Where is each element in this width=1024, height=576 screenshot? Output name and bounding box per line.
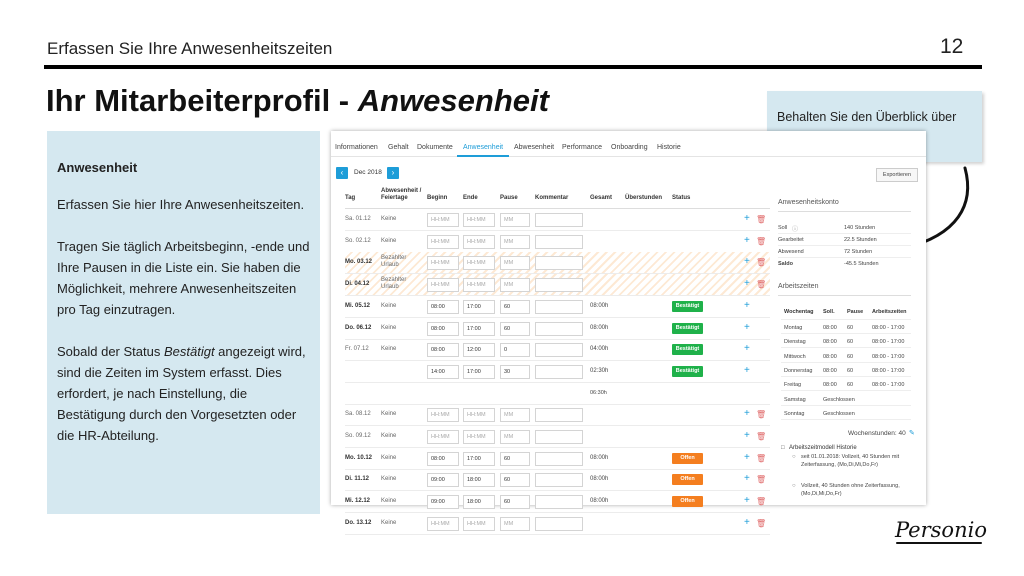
column-header-beginn: Beginn — [427, 195, 448, 201]
worktimes-weekday: Freitag — [784, 382, 802, 389]
begin-time-input[interactable]: HH:MM — [427, 235, 459, 249]
begin-time-input[interactable]: HH:MM — [427, 256, 459, 270]
account-value: 22.5 Stunden — [844, 237, 877, 243]
column-header-tag: Tag — [345, 195, 356, 201]
worktimes-row — [781, 349, 911, 363]
account-row — [778, 222, 911, 234]
worktimes-divider — [778, 295, 911, 296]
row-day: Sa. 08.12 — [345, 411, 371, 418]
plus-icon[interactable]: + — [744, 321, 750, 333]
status-badge: Bestätigt — [672, 366, 703, 377]
worktimes-weekday: Sonntag — [784, 410, 805, 417]
tab-onboarding[interactable]: Onboarding — [611, 144, 648, 151]
month-label: Dec 2018 — [354, 169, 382, 176]
weekly-hours: Wochenstunden: 40 — [848, 430, 906, 437]
history-icon: □ — [781, 445, 785, 451]
slide-page-number: 12 — [940, 35, 964, 58]
account-divider — [778, 211, 911, 212]
end-time-input[interactable]: 17:00 — [463, 322, 495, 336]
worktimes-target: Geschlossen — [823, 396, 855, 403]
comment-input[interactable] — [535, 473, 583, 487]
active-tab-indicator — [457, 155, 509, 157]
begin-time-input[interactable]: 08:00 — [427, 300, 459, 314]
export-button[interactable]: Exportieren — [876, 168, 918, 182]
comment-input[interactable] — [535, 213, 583, 227]
account-label: Abwesend — [778, 249, 804, 255]
pause-input[interactable]: 60 — [500, 300, 530, 314]
worktimes-hours: 08:00 - 17:00 — [872, 325, 905, 331]
pause-input[interactable]: 60 — [500, 495, 530, 509]
account-title: Anwesenheitskonto — [778, 199, 839, 206]
slide-title — [46, 83, 549, 119]
comment-input[interactable] — [535, 430, 583, 444]
trash-icon[interactable]: 🗑 — [756, 518, 767, 528]
account-row — [778, 246, 911, 258]
comment-input[interactable] — [535, 278, 583, 292]
day-total: 06:30h — [590, 389, 607, 396]
pause-input[interactable]: 60 — [500, 322, 530, 336]
info-icon: ⓘ — [792, 227, 799, 233]
row-day: Do. 06.12 — [345, 324, 372, 331]
row-absence-type: Keine — [381, 237, 397, 244]
row-total: 08:00h — [590, 324, 609, 331]
row-absence-type: Keine — [381, 411, 397, 418]
end-time-input[interactable]: HH:MM — [463, 213, 495, 227]
worktimes-row — [781, 334, 911, 348]
attendance-row — [345, 231, 770, 253]
tab-dokumente[interactable]: Dokumente — [417, 144, 453, 151]
slide-title-main: Ihr Mitarbeiterprofil - — [46, 83, 358, 118]
column-header-status: Status — [672, 195, 691, 201]
status-badge: Offen — [672, 474, 703, 485]
worktimes-hours: 08:00 - 17:00 — [872, 353, 905, 360]
worktimes-pause: 60 — [847, 325, 854, 331]
end-time-input[interactable]: 17:00 — [463, 365, 495, 379]
row-total: 08:00h — [590, 498, 609, 505]
pause-input[interactable]: 60 — [500, 452, 530, 466]
begin-time-input[interactable]: 08:00 — [427, 452, 459, 466]
attendance-row — [345, 252, 770, 274]
row-total: 02:30h — [590, 367, 609, 374]
attendance-row — [345, 209, 770, 231]
tab-historie[interactable]: Historie — [657, 144, 681, 151]
trash-icon[interactable]: 🗑 — [756, 236, 767, 246]
worktimes-title: Arbeitszeiten — [778, 283, 819, 290]
worktimes-target: 08:00 — [823, 325, 837, 331]
worktimes-target: 08:00 — [823, 367, 837, 374]
comment-input[interactable] — [535, 235, 583, 249]
row-day: So. 02.12 — [345, 237, 371, 244]
row-absence-type: Keine — [381, 216, 397, 222]
attendance-table-header — [345, 187, 770, 209]
tab-informationen[interactable]: Informationen — [335, 144, 378, 151]
row-absence-type: Keine — [381, 346, 397, 353]
history-item: Vollzeit, 40 Stunden ohne Zeiterfassung, (Mo,Di,Mi,Do,Fr) — [801, 483, 900, 497]
worktimes-target: Geschlossen — [823, 410, 855, 417]
worktimes-pause: 60 — [847, 339, 854, 346]
begin-time-input[interactable]: HH:MM — [427, 213, 459, 227]
worktimes-hours: 08:00 - 17:00 — [872, 382, 905, 389]
account-value: -45.5 Stunden — [844, 261, 879, 267]
info-box-paragraph-1: Erfassen Sie hier Ihre Anwesenheitszeiten. — [57, 197, 305, 212]
info-box-paragraph-2: Tragen Sie täglich Arbeitsbeginn, -ende und Ihre Pausen in die Liste ein. Sie haben die Möglichkeit, mehrere Anwesenheitszeiten pro Tag einzutragen. — [57, 239, 310, 317]
worktimes-header-row — [781, 303, 911, 320]
worktimes-pause: 60 — [847, 353, 854, 360]
plus-icon[interactable]: + — [744, 343, 750, 355]
row-day: Mi. 12.12 — [345, 498, 371, 505]
callout-box: Behalten Sie den Überblick über — [767, 91, 982, 162]
pause-input[interactable]: MM — [500, 517, 530, 531]
account-label: Gearbeitet — [778, 237, 804, 243]
attendance-row — [345, 296, 770, 318]
begin-time-input[interactable]: HH:MM — [427, 408, 459, 422]
app-screenshot — [331, 131, 926, 528]
row-total: 08:00h — [590, 476, 609, 483]
header-divider — [44, 65, 982, 69]
info-box-p3-after: angezeigt wird, sind die Zeiten im System erfasst. Dies erfordert, je nach Einstellung, die Bestätigung durch den Vorgesetzten oder die HR-Abteilung. — [57, 344, 306, 443]
history-item: seit 01.01.2018: Vollzeit, 40 Stunden mit Zeiterfassung, (Mo,Di,Mi,Do,Fr) — [801, 454, 900, 468]
worktimes-row — [781, 363, 911, 377]
status-badge: Bestätigt — [672, 323, 703, 334]
begin-time-input[interactable]: 14:00 — [427, 365, 459, 379]
account-row — [778, 234, 911, 246]
row-absence-type: Keine — [381, 302, 397, 309]
comment-input[interactable] — [535, 322, 583, 336]
end-time-input[interactable]: 17:00 — [463, 300, 495, 314]
column-header-gesamt: Gesamt — [590, 195, 613, 201]
worktimes-weekday: Mittwoch — [784, 353, 806, 360]
row-total: 08:00h — [590, 302, 609, 309]
worktimes-target: 08:00 — [823, 353, 837, 360]
account-row — [778, 258, 911, 270]
status-badge: Offen — [672, 496, 703, 507]
row-day: So. 09.12 — [345, 433, 371, 439]
worktimes-row — [781, 377, 911, 391]
plus-icon[interactable]: + — [744, 256, 750, 268]
trash-icon[interactable]: 🗑 — [756, 453, 767, 463]
worktimes-hours: 08:00 - 17:00 — [872, 339, 905, 346]
plus-icon[interactable]: + — [744, 278, 750, 290]
pause-input[interactable]: 60 — [500, 473, 530, 487]
pencil-icon[interactable]: ✎ — [909, 430, 915, 437]
worktimes-weekday: Donnerstag — [784, 367, 813, 374]
row-day: Mi. 05.12 — [345, 302, 371, 309]
logo-text: Personio — [895, 518, 987, 542]
end-time-input[interactable]: HH:MM — [463, 278, 495, 292]
row-day: Di. 11.12 — [345, 476, 370, 483]
chevron-left-icon[interactable]: ‹ — [336, 167, 348, 179]
worktimes-target: 08:00 — [823, 339, 837, 346]
worktimes-weekday: Dienstag — [784, 339, 806, 346]
trash-icon[interactable]: 🗑 — [756, 410, 767, 420]
attendance-row — [345, 318, 770, 340]
attendance-row — [345, 383, 770, 405]
account-value: 140 Stunden — [844, 225, 876, 231]
chevron-right-icon[interactable]: › — [387, 167, 399, 179]
plus-icon[interactable]: + — [744, 495, 750, 507]
row-absence-type: Keine — [381, 433, 397, 439]
plus-icon[interactable]: + — [744, 408, 750, 420]
attendance-row — [345, 361, 770, 383]
row-day: Do. 13.12 — [345, 519, 372, 526]
worktimes-header-pause: Pause — [847, 309, 864, 315]
plus-icon[interactable]: + — [744, 364, 750, 376]
attendance-row — [345, 404, 770, 426]
row-total: 08:00h — [590, 454, 609, 461]
plus-icon[interactable]: + — [744, 299, 750, 311]
comment-input[interactable] — [535, 452, 583, 466]
row-total: 04:00h — [590, 346, 609, 353]
trash-icon[interactable]: 🗑 — [756, 215, 767, 224]
row-absence-type: Keine — [381, 498, 397, 505]
end-time-input[interactable]: HH:MM — [463, 235, 495, 249]
pause-input[interactable]: MM — [500, 408, 530, 422]
comment-input[interactable] — [535, 517, 583, 531]
history-bullet-icon: ○ — [792, 483, 796, 489]
end-time-input[interactable]: 18:00 — [463, 473, 495, 487]
row-day: Mo. 10.12 — [345, 454, 373, 461]
status-badge: Offen — [672, 453, 703, 464]
row-absence-type: Keine — [381, 476, 397, 483]
account-label: Saldo — [778, 261, 793, 267]
profile-tabs — [331, 131, 926, 157]
info-box-p3-emphasis: Bestätigt — [163, 344, 215, 359]
pause-input[interactable]: MM — [500, 278, 530, 292]
status-badge: Bestätigt — [672, 344, 703, 355]
status-badge: Bestätigt — [672, 301, 703, 312]
row-absence-type: Bezahlter Urlaub — [381, 255, 407, 269]
comment-input[interactable] — [535, 365, 583, 379]
column-header-ueberstunden: Überstunden — [625, 195, 663, 201]
plus-icon[interactable]: + — [744, 430, 750, 441]
pause-input[interactable]: MM — [500, 213, 530, 227]
comment-input[interactable] — [535, 343, 583, 357]
begin-time-input[interactable]: HH:MM — [427, 430, 459, 444]
personio-logo — [893, 513, 985, 549]
tab-abwesenheit[interactable]: Abwesenheit — [514, 144, 555, 151]
attendance-row — [345, 426, 770, 448]
slide-title-emphasis: Anwesenheit — [357, 83, 549, 118]
row-day: Fr. 07.12 — [345, 346, 369, 353]
attendance-row — [345, 491, 770, 513]
row-absence-type: Keine — [381, 324, 397, 331]
begin-time-input[interactable]: 08:00 — [427, 322, 459, 336]
begin-time-input[interactable]: 09:00 — [427, 495, 459, 509]
attendance-row — [345, 274, 770, 296]
pause-input[interactable]: MM — [500, 256, 530, 270]
comment-input[interactable] — [535, 256, 583, 270]
worktimes-target: 08:00 — [823, 382, 837, 389]
worktimes-header-weekday: Wochentag — [784, 309, 814, 315]
row-day: Di. 04.12 — [345, 281, 370, 288]
worktimes-weekday: Montag — [784, 325, 803, 331]
pause-input[interactable]: MM — [500, 235, 530, 249]
comment-input[interactable] — [535, 495, 583, 509]
attendance-row — [345, 469, 770, 491]
comment-input[interactable] — [535, 300, 583, 314]
plus-icon[interactable]: + — [744, 213, 750, 224]
begin-time-input[interactable]: HH:MM — [427, 517, 459, 531]
plus-icon[interactable]: + — [744, 234, 750, 246]
column-header-abwesenheit: Abwesenheit / Feiertage — [381, 188, 422, 201]
worktimes-header-hours: Arbeitszeiten — [872, 309, 907, 315]
worktimes-hours: 08:00 - 17:00 — [872, 367, 905, 374]
row-absence-type: Keine — [381, 519, 397, 526]
tab-gehalt[interactable]: Gehalt — [388, 144, 409, 151]
row-absence-type: Keine — [381, 454, 397, 461]
trash-icon[interactable]: 🗑 — [756, 280, 767, 290]
trash-icon[interactable]: 🗑 — [756, 497, 767, 507]
column-header-kommentar: Kommentar — [535, 195, 569, 201]
plus-icon[interactable]: + — [744, 473, 750, 485]
worktimes-pause: 60 — [847, 367, 854, 374]
info-box-heading: Anwesenheit — [57, 160, 138, 175]
account-label: Soll — [778, 225, 788, 231]
pause-input[interactable]: 30 — [500, 365, 530, 379]
pause-input[interactable]: MM — [500, 430, 530, 444]
plus-icon[interactable]: + — [744, 451, 750, 463]
plus-icon[interactable]: + — [744, 516, 750, 528]
attendance-row — [345, 339, 770, 361]
info-box-p3-before: Sobald der Status — [57, 344, 164, 359]
worktimes-row — [781, 406, 911, 420]
row-day: Mo. 03.12 — [345, 259, 373, 266]
row-absence-type: Bezahlter Urlaub — [381, 277, 407, 291]
end-time-input[interactable]: HH:MM — [463, 256, 495, 270]
begin-time-input[interactable]: 09:00 — [427, 473, 459, 487]
worktimes-row — [781, 320, 911, 334]
end-time-input[interactable]: HH:MM — [463, 408, 495, 422]
column-header-ende: Ende — [463, 195, 478, 201]
end-time-input[interactable]: 17:00 — [463, 452, 495, 466]
account-value: 72 Stunden — [844, 249, 873, 255]
begin-time-input[interactable]: HH:MM — [427, 278, 459, 292]
history-bullet-icon: ○ — [792, 454, 796, 460]
tab-performance[interactable]: Performance — [562, 144, 603, 151]
worktimes-row — [781, 392, 911, 406]
end-time-input[interactable]: HH:MM — [463, 517, 495, 531]
worktimes-weekday: Samstag — [784, 396, 806, 403]
column-header-pause: Pause — [500, 195, 518, 201]
info-box — [47, 131, 320, 514]
comment-input[interactable] — [535, 408, 583, 422]
pause-input[interactable]: 0 — [500, 343, 530, 357]
trash-icon[interactable]: 🗑 — [756, 258, 767, 268]
trash-icon[interactable]: 🗑 — [756, 432, 767, 441]
end-time-input[interactable]: 18:00 — [463, 495, 495, 509]
end-time-input[interactable]: 12:00 — [463, 343, 495, 357]
attendance-row — [345, 513, 770, 535]
tab-anwesenheit[interactable]: Anwesenheit — [463, 144, 504, 151]
end-time-input[interactable]: HH:MM — [463, 430, 495, 444]
history-title: Arbeitszeitmodell Historie — [789, 445, 857, 451]
worktimes-pause: 60 — [847, 382, 854, 389]
slide-subtitle: Erfassen Sie Ihre Anwesenheitszeiten — [47, 39, 333, 58]
begin-time-input[interactable]: 08:00 — [427, 343, 459, 357]
worktimes-header-target: Soll. — [823, 309, 835, 315]
row-day: Sa. 01.12 — [345, 216, 371, 222]
attendance-row — [345, 448, 770, 470]
trash-icon[interactable]: 🗑 — [756, 475, 767, 485]
info-box-paragraph-3 — [57, 341, 310, 446]
